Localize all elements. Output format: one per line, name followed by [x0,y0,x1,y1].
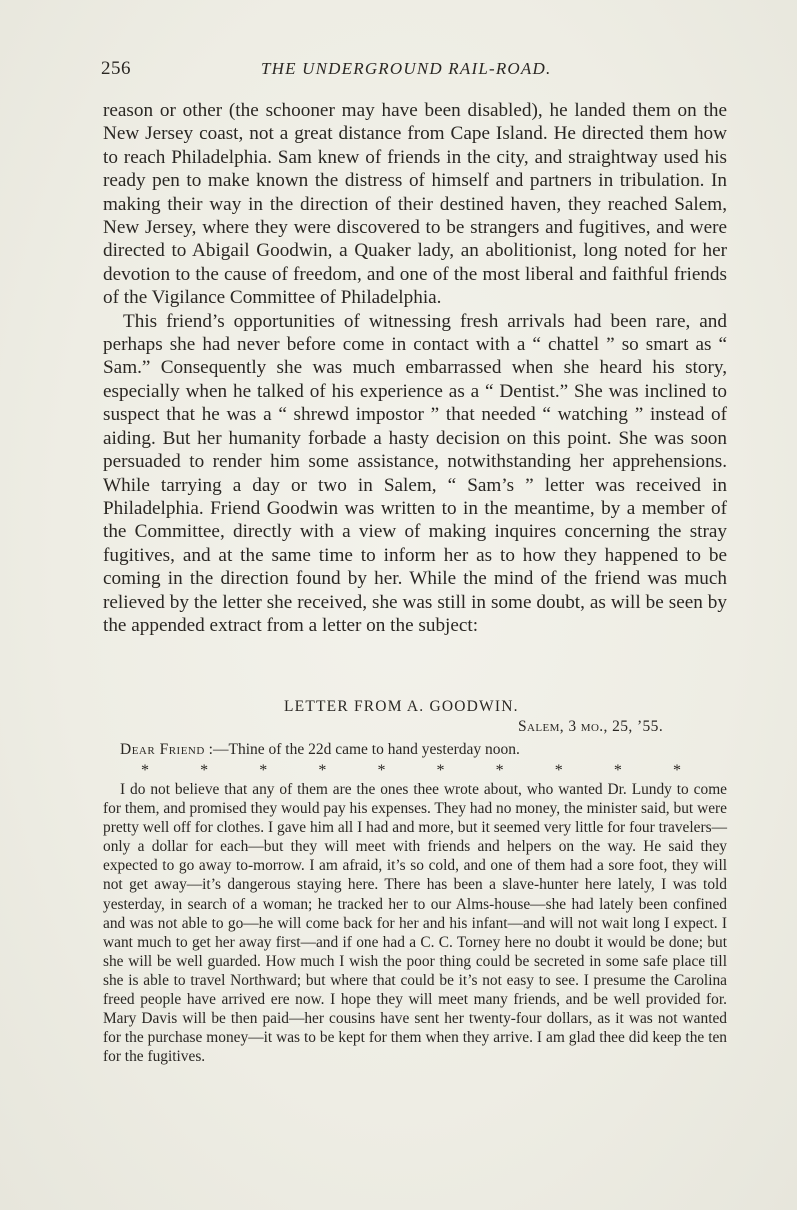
paragraph: This friend’s opportunities of witnessing fresh arrivals had been rare, and perhaps she had never before come in contact with a “ chattel ” so smart as “ Sam.” Consequently she was much embarrassed when she heard his story, especially when he talked of his experience as a “ Dentist.” She was inclined to suspect that he was a “ shrewd impostor ” that needed “ watching ” instead of aiding. But her humanity forbade a hasty decision on this point. She was soon persuaded to render him some assistance, notwithstanding her apprehensions. While tarrying a day or two in Salem, “ Sam’s ” letter was received in Philadelphia. Friend Goodwin was written to in the meantime, by a member of the Committee, directly with a view of making inquires concerning the stray fugitives, and at the same time to inform her as to how they happened to be coming in the direction found by her. While the mind of the friend was much relieved by the letter she received, she was still in some doubt, as will be seen by the appended extract from a letter on the subject: [103,310,727,636]
main-text [103,99,727,637]
asterisk: * [436,762,445,779]
salutation-name: Dear Friend [120,741,205,758]
asterisk: * [377,762,386,779]
salutation-text: :—Thine of the 22d came to hand yesterday noon. [204,741,520,758]
letter-title: LETTER FROM A. GOODWIN. [284,698,519,715]
asterisk: * [141,762,149,779]
paragraph: reason or other (the schooner may have been disabled), he landed them on the New Jersey coast, not a great distance from Cape Island. He directed them how to reach Philadelphia. Sam knew of friends in the city, and straightway used his ready pen to make known the distress of himself and partners in tribulation. In making their way in the direction of their destined haven, they reached Salem, New Jersey, where they were discovered to be strangers and fugitives, and were directed to Abigail Goodwin, a Quaker lady, an abolitionist, long noted for her devotion to the cause of freedom, and one of the most liberal and faithful friends of the Vigilance Committee of Philadelphia. [103,100,727,309]
asterisk: * [495,762,504,779]
asterisk: * [259,762,268,779]
asterisk: * [200,762,209,779]
asterisk: * [672,762,681,779]
asterisk: * [554,762,563,779]
letter-salutation [120,741,520,759]
page-header [101,58,725,88]
letter-date: Salem, 3 mo., 25, ’55. [518,718,664,735]
running-title: THE UNDERGROUND RAIL-ROAD. [261,59,552,78]
page-number: 256 [101,58,131,79]
ellipsis-asterisks [141,762,681,780]
letter-body [103,780,727,1066]
asterisk: * [318,762,327,779]
letter-paragraph: I do not believe that any of them are the ones thee wrote about, who wanted Dr. Lundy to come for them, and promised they would pay his expenses. They had no money, the minister said, but were pretty well off for clothes. I gave him all I had and more, but it seemed very little for four travelers—only a dollar for each—but they will meet with friends and helpers on the way. He said they expected to go away to-morrow. I am afraid, it’s so cold, and one of them had a sore foot, they will not get away—it’s dangerous staying here. There has been a slave-hunter here lately, I was told yesterday, in search of a woman; he tracked her to our Alms-house—she had lately been confined and was not able to go—he will come back for her and his infant—and will not wait long I expect. I want much to get her away first—and if one had a C. C. Torney here no doubt it would be done; but she will be well guarded. How much I wish the poor thing could be secreted in some safe place till she is able to travel Northward; but where that could be it’s not easy to see. I presume the Carolina freed people have arrived ere now. I hope they will meet many friends, and be well provided for. Mary Davis will be then paid—her cousins have sent her twenty-four dollars, as it was not wanted for the purchase money—it was to be kept for them when they arrive. I am glad thee did keep the ten for the fugitives. [103,781,727,1066]
asterisk: * [613,762,622,779]
